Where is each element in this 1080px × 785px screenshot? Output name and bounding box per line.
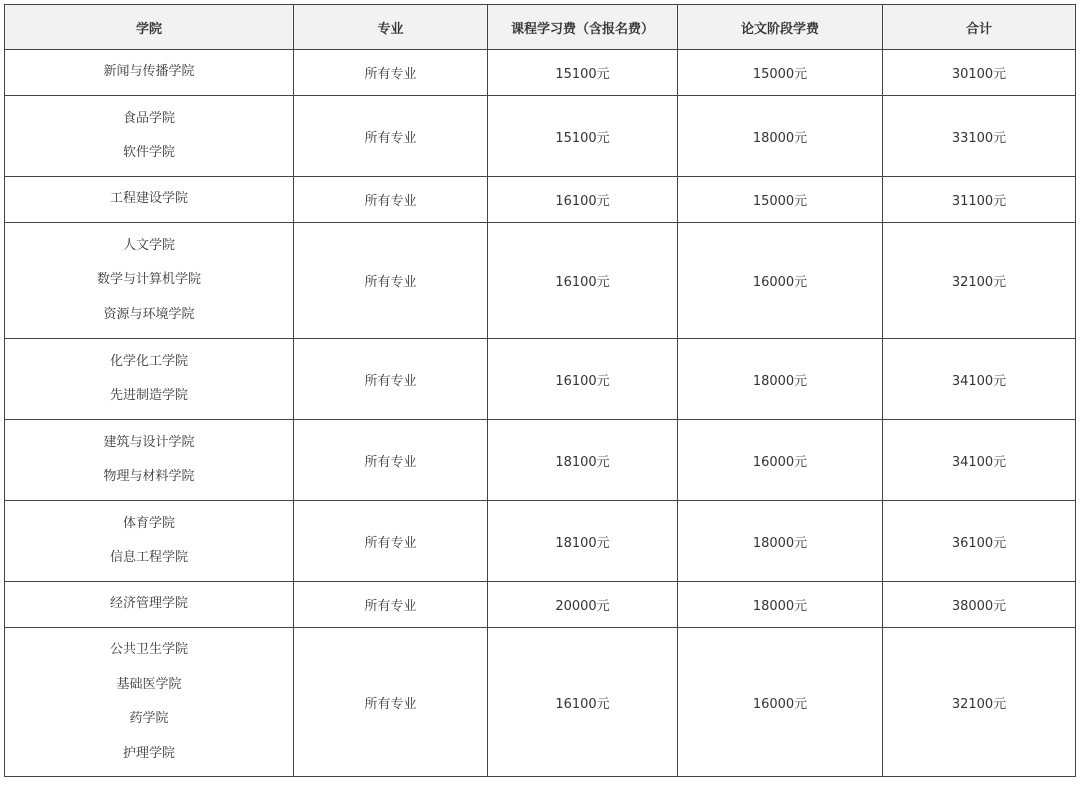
course-fee-cell: 15100元 [488,96,678,177]
thesis-fee-cell: 15000元 [678,177,883,223]
course-fee-cell: 20000元 [488,582,678,628]
thesis-fee-cell: 18000元 [678,501,883,582]
thesis-fee-cell: 15000元 [678,50,883,96]
header-thesis-fee: 论文阶段学费 [678,5,883,50]
school-cell [5,420,294,501]
table-header-row [5,5,1076,50]
school-name: 体育学院 [122,515,175,531]
header-course-fee: 课程学习费（含报名费） [488,5,678,50]
table-row [5,501,1076,582]
thesis-fee-cell: 16000元 [678,628,883,777]
total-cell: 32100元 [883,628,1076,777]
total-cell: 31100元 [883,177,1076,223]
course-fee-cell: 18100元 [488,420,678,501]
school-name: 建筑与设计学院 [103,434,195,450]
course-fee-cell: 15100元 [488,50,678,96]
total-cell: 30100元 [883,50,1076,96]
table-row [5,420,1076,501]
school-cell [5,582,294,628]
school-name: 物理与材料学院 [103,469,195,484]
fee-table [4,4,1076,777]
school-name: 新闻与传播学院 [103,64,195,80]
thesis-fee-cell: 16000元 [678,223,883,339]
fee-table-container [4,4,1076,777]
major-cell: 所有专业 [294,50,488,96]
school-cell [5,339,294,420]
school-name: 食品学院 [122,110,175,126]
total-cell: 36100元 [883,501,1076,582]
course-fee-cell: 16100元 [488,339,678,420]
school-cell [5,177,294,223]
school-name: 先进制造学院 [109,388,188,403]
school-name: 基础医学院 [116,676,182,692]
table-row [5,177,1076,223]
total-cell: 33100元 [883,96,1076,177]
major-cell: 所有专业 [294,628,488,777]
header-major: 专业 [294,5,488,50]
course-fee-cell: 18100元 [488,501,678,582]
school-name: 信息工程学院 [109,550,188,565]
thesis-fee-cell: 18000元 [678,339,883,420]
major-cell: 所有专业 [294,420,488,501]
header-school: 学院 [5,5,294,50]
school-name: 软件学院 [122,145,175,160]
thesis-fee-cell: 16000元 [678,420,883,501]
table-row [5,628,1076,777]
school-cell [5,501,294,582]
school-name: 工程建设学院 [109,191,188,207]
major-cell: 所有专业 [294,582,488,628]
table-row [5,50,1076,96]
header-total: 合计 [883,5,1076,50]
major-cell: 所有专业 [294,96,488,177]
table-row [5,96,1076,177]
table-row [5,582,1076,628]
school-cell [5,50,294,96]
course-fee-cell: 16100元 [488,177,678,223]
school-cell [5,96,294,177]
school-name: 公共卫生学院 [109,642,188,657]
total-cell: 34100元 [883,420,1076,501]
school-cell [5,223,294,339]
total-cell: 32100元 [883,223,1076,339]
school-name: 资源与环境学院 [103,306,195,322]
school-name: 药学院 [129,711,169,726]
school-cell [5,628,294,777]
total-cell: 38000元 [883,582,1076,628]
school-name: 人文学院 [122,237,175,253]
school-name: 化学化工学院 [109,353,188,369]
school-name: 经济管理学院 [109,596,188,612]
major-cell: 所有专业 [294,501,488,582]
school-name: 数学与计算机学院 [96,272,201,288]
thesis-fee-cell: 18000元 [678,96,883,177]
thesis-fee-cell: 18000元 [678,582,883,628]
table-row [5,223,1076,339]
school-name: 护理学院 [122,745,175,761]
course-fee-cell: 16100元 [488,223,678,339]
table-row [5,339,1076,420]
course-fee-cell: 16100元 [488,628,678,777]
major-cell: 所有专业 [294,339,488,420]
major-cell: 所有专业 [294,223,488,339]
major-cell: 所有专业 [294,177,488,223]
total-cell: 34100元 [883,339,1076,420]
